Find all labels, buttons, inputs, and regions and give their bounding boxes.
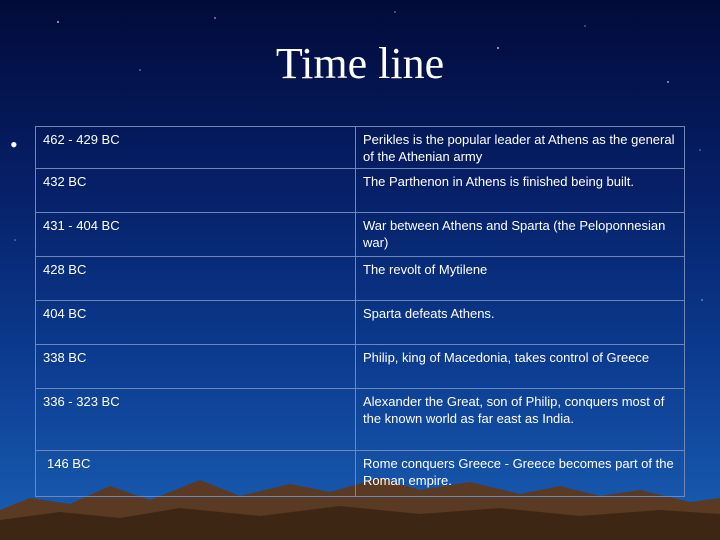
event-cell: War between Athens and Sparta (the Peloponnesian war)	[356, 213, 685, 257]
date-cell: 338 BC	[36, 345, 356, 389]
date-cell: 336 - 323 BC	[36, 389, 356, 451]
table-row	[36, 213, 685, 257]
timeline-table	[35, 126, 685, 497]
bullet-marker: •	[10, 132, 18, 157]
date-cell: 404 BC	[36, 301, 356, 345]
event-cell: Philip, king of Macedonia, takes control of Greece	[356, 345, 685, 389]
table-row	[36, 301, 685, 345]
date-cell: 428 BC	[36, 257, 356, 301]
date-cell: 432 BC	[36, 169, 356, 213]
table-row	[36, 257, 685, 301]
date-cell: 431 - 404 BC	[36, 213, 356, 257]
table-row	[36, 389, 685, 451]
event-cell: Sparta defeats Athens.	[356, 301, 685, 345]
date-cell: 462 - 429 BC	[36, 127, 356, 169]
table-row	[36, 127, 685, 169]
event-cell: The revolt of Mytilene	[356, 257, 685, 301]
event-cell: Perikles is the popular leader at Athens as the general of the Athenian army	[356, 127, 685, 169]
slide-title: Time line	[275, 39, 445, 88]
event-cell: Rome conquers Greece - Greece becomes part of the Roman empire.	[356, 451, 685, 497]
event-cell: The Parthenon in Athens is finished being built.	[356, 169, 685, 213]
date-cell: 146 BC	[36, 451, 356, 497]
event-cell: Alexander the Great, son of Philip, conquers most of the known world as far east as India.	[356, 389, 685, 451]
table-row	[36, 169, 685, 213]
table-row	[36, 345, 685, 389]
table-row	[36, 451, 685, 497]
